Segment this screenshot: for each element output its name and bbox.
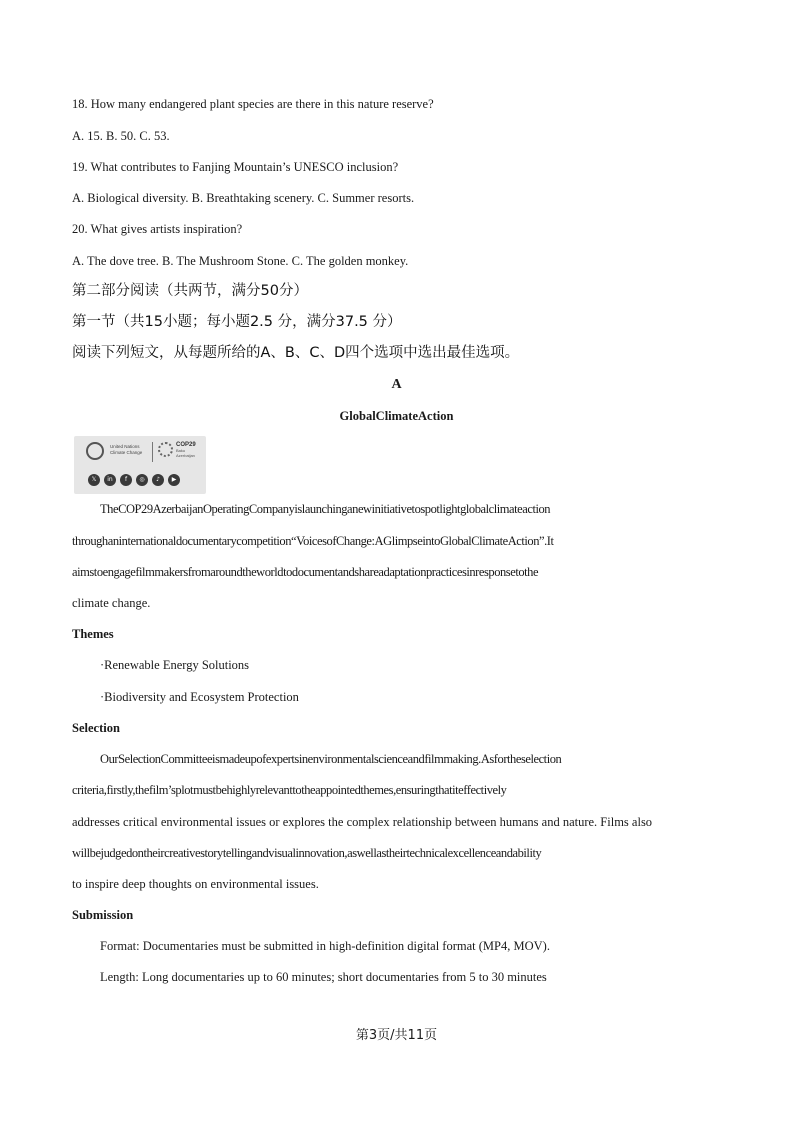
intro-line-2: throughaninternationaldocumentarycompetition“VoicesofChange:AGlimpseintoGlobalClimateAction”.It [72,534,554,548]
question-19-stem: 19. What contributes to Fanjing Mountain’s UNESCO inclusion? [72,160,399,174]
passage-title: GlobalClimateAction [339,409,454,423]
cop29-logo-title: COP29 [176,442,196,448]
un-emblem-icon [86,442,104,460]
cop29-logo-subtitle: Baku Azerbaijan [176,448,195,458]
logo-divider [152,442,153,462]
submission-length: Length: Long documentaries up to 60 minutes; short documentaries from 5 to 30 minutes [100,970,547,984]
youtube-icon: ▶ [168,474,180,486]
selection-line-4: willbejudgedontheircreativestorytellingandvisualinnovation,aswellastheirtechnicalexcellenceandability [72,846,542,860]
submission-heading: Submission [72,908,134,922]
un-logo-text: United Nations Climate Change [110,444,143,455]
intro-line-3: aimstoengagefilmmakersfromaroundtheworldtodocumentandshareadaptationpracticesinresponsetothe [72,565,539,579]
theme-item: ·Renewable Energy Solutions [100,658,250,672]
question-20-options: A. The dove tree. B. The Mushroom Stone. C. The golden monkey. [72,254,409,268]
facebook-icon: f [120,474,132,486]
social-icons-row [88,474,180,486]
section-subtitle: 第一节（共15小题；每小题2.5 分，满分37.5 分） [72,314,402,330]
linkedin-icon: in [104,474,116,486]
instruction: 阅读下列短文，从每题所给的A、B、C、D四个选项中选出最佳选项。 [72,345,520,361]
selection-line-3: addresses critical environmental issues or explores the complex relationship between humans and nature. Films also [72,815,653,829]
passage-letter: A [391,377,402,392]
question-18-options: A. 15. B. 50. C. 53. [72,129,170,143]
theme-item: ·Biodiversity and Ecosystem Protection [100,690,299,704]
selection-line-1: OurSelectionCommitteeismadeupofexpertsinenvironmentalscienceandfilmmaking.Asfortheselection [100,752,562,766]
themes-heading: Themes [72,627,114,641]
tiktok-icon: ♪ [152,474,164,486]
selection-line-5: to inspire deep thoughts on environmental issues. [72,877,319,891]
selection-heading: Selection [72,721,120,735]
selection-line-2: criteria,firstly,thefilm’splotmustbehighlyrelevanttotheappointedthemes,ensuringthatiteffectively [72,783,507,797]
question-18-stem: 18. How many endangered plant species are there in this nature reserve? [72,97,434,111]
x-icon: 𝕏 [88,474,100,486]
intro-line-1: TheCOP29AzerbaijanOperatingCompanyislaunchinganewinitiativetospotlightglobalclimateaction [100,502,551,516]
cop29-emblem-icon [158,442,173,457]
page-number: 第3页/共11页 [355,1028,438,1043]
question-19-options: A. Biological diversity. B. Breathtaking scenery. C. Summer resorts. [72,191,415,205]
instagram-icon: ◎ [136,474,148,486]
intro-line-4: climate change. [72,596,151,610]
part-title: 第二部分阅读（共两节，满分50分） [72,283,308,299]
cop29-logo-banner [74,436,206,494]
submission-format: Format: Documentaries must be submitted in high-definition digital format (MP4, MOV). [100,939,550,953]
question-20-stem: 20. What gives artists inspiration? [72,222,243,236]
